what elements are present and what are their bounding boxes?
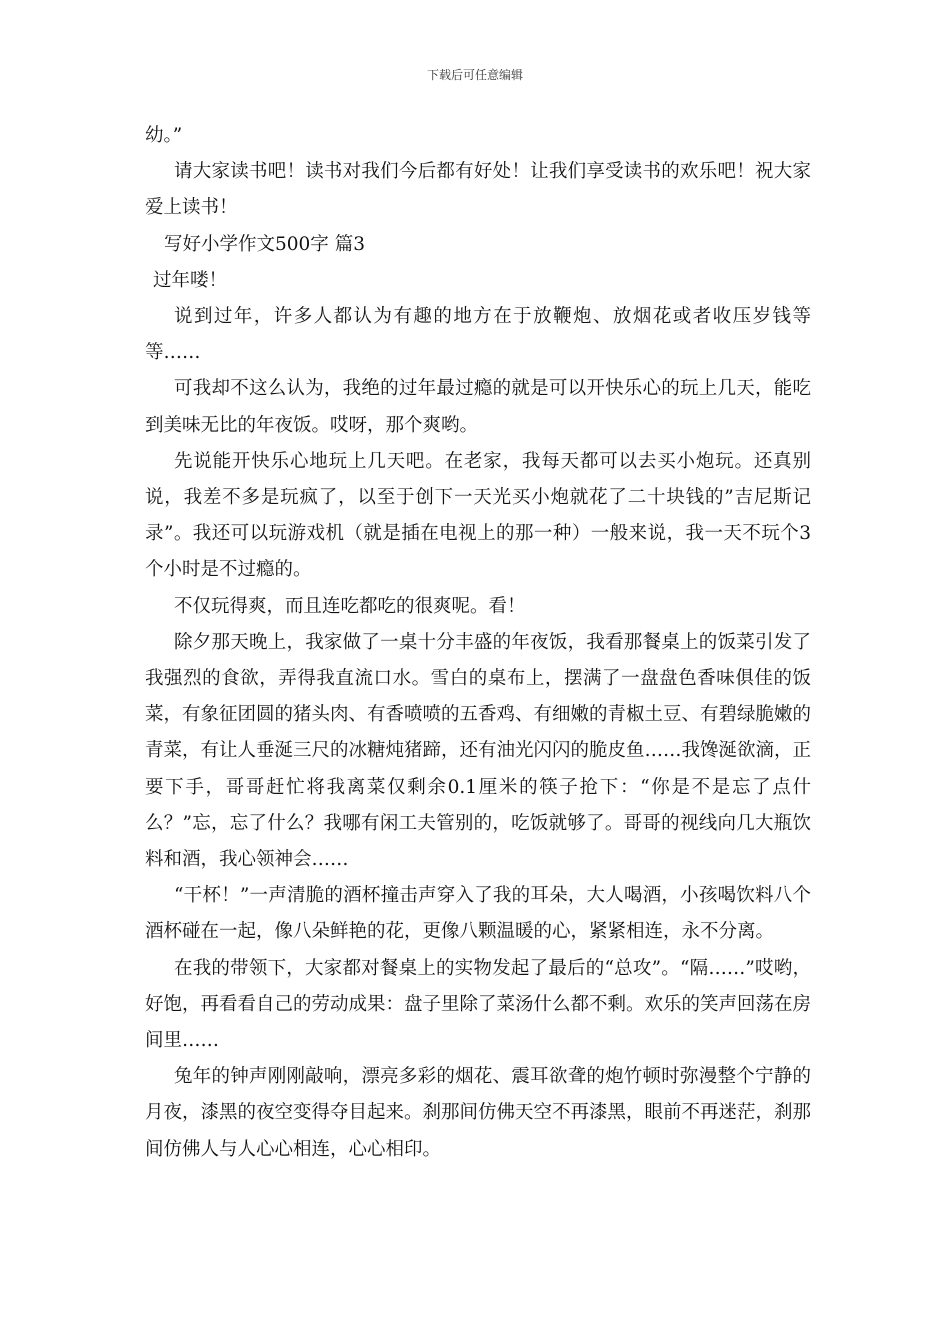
paragraph: 不仅玩得爽，而且连吃都吃的很爽呢。看！: [174, 595, 526, 617]
paragraph-continuation: 幼。”: [145, 125, 183, 146]
article-body: [145, 118, 811, 1168]
paragraph: 除夕那天晚上，我家做了一桌十分丰盛的年夜饭，我看那餐桌上的饭菜引发了我强烈的食欲，弄得我直流口水。雪白的桌布上，摆满了一盘盘色香味俱佳的饭菜，有象征团圆的猪头肉、有香喷喷的五香鸡、有细嫩的青椒土豆、有碧绿脆嫩的青菜，有让人垂涎三尺的冰糖炖猪蹄，还有油光闪闪的脆皮鱼……我馋涎欲滴，正要下手，哥哥赶忙将我离菜仅剩余0.1厘米的筷子抢下：“你是不是忘了点什么？”忘，忘了什么？我哪有闲工夫管别的，吃饭就够了。哥哥的视线向几大瓶饮料和酒，我心领神会……: [145, 631, 812, 871]
paragraph: 在我的带领下，大家都对餐桌上的实物发起了最后的“总攻”。“隔……”哎哟，好饱，再看看自己的劳动成果：盘子里除了菜汤什么都不剩。欢乐的笑声回荡在房间里……: [145, 957, 812, 1052]
essay-title: 过年喽！: [153, 269, 228, 291]
paragraph: 先说能开快乐心地玩上几天吧。在老家，我每天都可以去买小炮玩。还真别说，我差不多是玩疯了，以至于创下一天光买小炮就花了二十块钱的”吉尼斯记录”。我还可以玩游戏机（就是插在电视上的那一种）一般来说，我一天不玩个3个小时是不过瘾的。: [145, 450, 811, 581]
paragraph: “干杯！”一声清脆的酒杯撞击声穿入了我的耳朵，大人喝酒，小孩喝饮料八个酒杯碰在一起，像八朵鲜艳的花，更像八颗温暖的心，紧紧相连，永不分离。: [145, 885, 811, 943]
paragraph-closing: 请大家读书吧！读书对我们今后都有好处！让我们享受读书的欢乐吧！祝大家爱上读书！: [145, 161, 811, 219]
paragraph: 可我却不这么认为，我绝的过年最过瘾的就是可以开快乐心的玩上几天，能吃到美味无比的年夜饭。哎呀，那个爽哟。: [145, 378, 811, 436]
section-heading: 写好小学作文500字 篇3: [164, 233, 365, 255]
page-header-note: 下载后可任意编辑: [426, 68, 523, 82]
paragraph: 兔年的钟声刚刚敲响，漂亮多彩的烟花、震耳欲聋的炮竹顿时弥漫整个宁静的月夜，漆黑的夜空变得夺目起来。刹那间仿佛天空不再漆黑，眼前不再迷茫，刹那间仿佛人与人心心相连，心心相印。: [145, 1066, 812, 1160]
paragraph: 说到过年，许多人都认为有趣的地方在于放鞭炮、放烟花或者收压岁钱等等……: [145, 306, 811, 364]
